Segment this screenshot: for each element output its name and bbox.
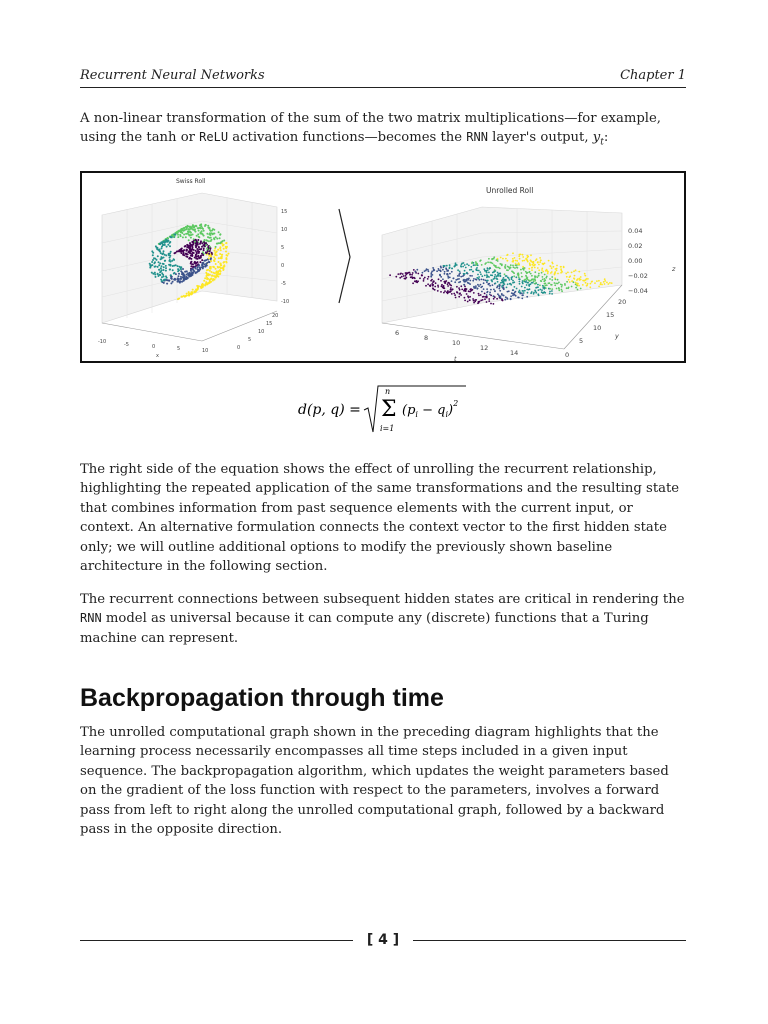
right-y-tick: 20 <box>618 298 627 306</box>
output-variable: y <box>592 130 601 146</box>
left-y-tick: 5 <box>248 337 252 343</box>
right-t-tick: 10 <box>452 339 461 347</box>
code-relu: ReLU <box>199 130 229 145</box>
left-y-tick: 15 <box>266 321 273 327</box>
intro-paragraph: A non-linear transformation of the sum of the two matrix multiplications—for example, using the tanh or ReLU activation functions—becomes the RNN layer's output, $y_t$: <box>80 111 661 149</box>
bptt-paragraph: The unrolled computational graph shown in the preceding diagram highlights that the learning process necessarily encompasses all time steps included in a given input sequence. The backpropagation algorithm, which updates the weight parameters based on the gradient of the loss function with respect to the parameters, involves a forward pass from left to right along the unrolled computational graph, followed by a backward pass in the opposite direction. <box>80 725 669 838</box>
left-z-tick: -10 <box>281 299 290 305</box>
section-title: Backpropagation through time <box>80 684 444 712</box>
right-z-tick: 0.00 <box>628 257 643 265</box>
right-t-tick: 14 <box>510 349 519 357</box>
right-z-tick: 0.04 <box>628 227 643 235</box>
right-y-tick: 15 <box>606 311 615 319</box>
left-z-tick: -5 <box>281 281 286 287</box>
sum-lower-limit: i=1 <box>380 424 395 433</box>
code-rnn: RNN <box>80 611 102 626</box>
right-y-tick: 10 <box>593 324 602 332</box>
left-x-tick: 0 <box>152 344 156 350</box>
left-y-tick: 0 <box>237 345 241 351</box>
right-t-tick: 8 <box>424 334 429 342</box>
right-z-tick: −0.02 <box>628 272 648 280</box>
swiss-roll-figure <box>80 171 686 363</box>
right-z-tick: 0.02 <box>628 242 643 250</box>
unrolled-roll-3d-plot <box>382 186 676 361</box>
unrolling-paragraph: The right side of the equation shows the effect of unrolling the recurrent relationship, highlighting the repeated application of the same transformations and the resulting state that combines information from past sequence elements with the current input, or context. An alternative formulation connects the context vector to the first hidden state only; we will outline additional options to modify the previously shown baseline architecture in the following section. <box>80 462 680 575</box>
right-z-label: z <box>672 265 676 273</box>
equation-lhs: d(p, q) = <box>298 402 361 418</box>
left-x-tick: -10 <box>98 339 107 345</box>
right-t-tick: 12 <box>480 344 489 352</box>
left-x-tick: -5 <box>124 342 129 348</box>
left-y-tick: 20 <box>272 313 279 319</box>
footer-rule-left <box>80 940 353 941</box>
left-x-tick: 10 <box>202 348 209 354</box>
left-x-tick: 5 <box>177 346 181 352</box>
header-chapter-number: Chapter 1 <box>620 68 686 83</box>
right-plot-title: Unrolled Roll <box>486 186 534 195</box>
code-rnn: RNN <box>466 130 488 145</box>
left-z-tick: 10 <box>281 227 288 233</box>
universality-paragraph: The recurrent connections between subsequent hidden states are critical in rendering the RNN model as universal because it can compute any (discrete) functions that a Turing machine can represent. <box>80 592 685 646</box>
right-y-tick: 0 <box>565 351 570 359</box>
left-x-label: x <box>156 353 159 359</box>
left-z-tick: 5 <box>281 245 285 251</box>
right-z-tick: −0.04 <box>628 287 648 295</box>
sum-upper-limit: n <box>385 387 391 396</box>
right-y-tick: 5 <box>579 337 584 345</box>
left-y-tick: 10 <box>258 329 265 335</box>
page-footer <box>80 929 686 951</box>
distance-equation <box>298 384 478 440</box>
footer-rule-right <box>413 940 686 941</box>
header-chapter-title: Recurrent Neural Networks <box>80 68 265 83</box>
left-plot-title: Swiss Roll <box>176 178 206 185</box>
right-t-tick: 6 <box>395 329 400 337</box>
page-number: [ 4 ] <box>366 932 400 948</box>
left-z-tick: 0 <box>281 263 285 269</box>
right-t-label: t <box>454 355 457 361</box>
equation-body: $(p_i - q_i)^2$ <box>402 399 459 419</box>
swiss-roll-3d-plot <box>98 178 289 359</box>
transformation-arrow-icon <box>339 209 350 303</box>
right-y-label: y <box>615 332 619 340</box>
left-z-tick: 15 <box>281 209 288 215</box>
running-header <box>80 68 686 88</box>
summation-sign: Σ <box>381 397 397 422</box>
